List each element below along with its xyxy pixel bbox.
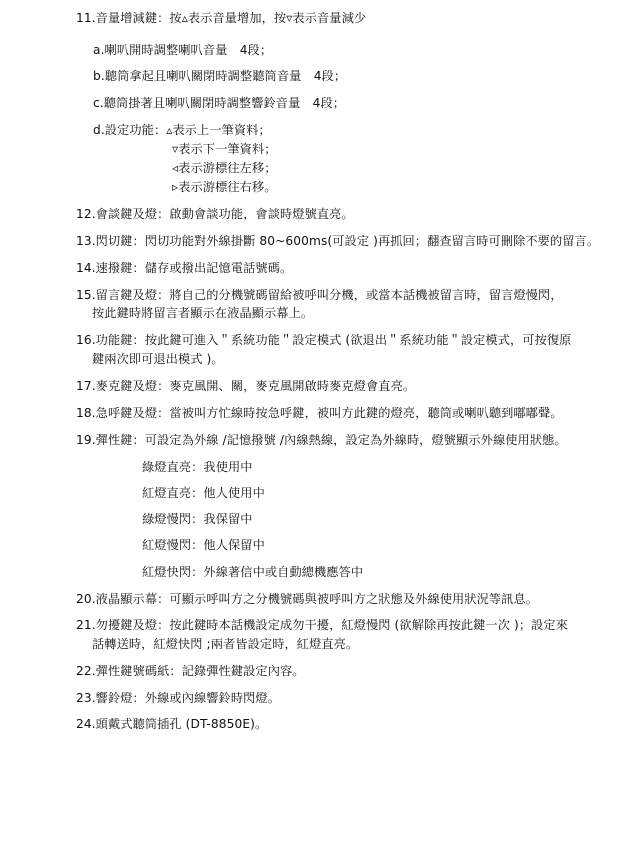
item-11-sub-d-down: ▿表示下一筆資料； bbox=[172, 142, 277, 156]
item-14-speed-dial-key: 14.速撥鍵：儲存或撥出記憶電話號碼。 bbox=[76, 261, 293, 275]
item-11-sub-d-left: ◃表示游標往左移； bbox=[172, 161, 277, 175]
item-19-state-red-slow: 紅燈慢閃：他人保留中 bbox=[142, 538, 265, 552]
item-19-state-red-steady: 紅燈直亮：他人使用中 bbox=[142, 486, 265, 500]
item-11-sub-d: d.設定功能：▵表示上一筆資料； bbox=[93, 123, 271, 137]
item-11-sub-d-right: ▹表示游標往右移。 bbox=[172, 180, 277, 194]
item-21-dnd-key-line1: 21.勿擾鍵及燈：按此鍵時本話機設定成勿干擾，紅燈慢閃 (欲解除再按此鍵一次 )；設定來 bbox=[76, 618, 568, 632]
item-24-headset-jack: 24.頭戴式聽筒插孔 (DT-8850E)。 bbox=[76, 717, 268, 731]
item-15-message-key-line2: 按此鍵時將留言者顯示在液晶顯示幕上。 bbox=[92, 306, 314, 320]
item-11-sub-c: c.聽筒掛著且喇叭關閉時調整響鈴音量 4段； bbox=[93, 96, 346, 110]
item-19-state-green-steady: 綠燈直亮：我使用中 bbox=[142, 460, 253, 474]
item-11-sub-a: a.喇叭開時調整喇叭音量 4段； bbox=[93, 43, 273, 57]
item-15-message-key-line1: 15.留言鍵及燈：將自己的分機號碼留給被呼叫分機，或當本話機被留言時，留言燈慢閃， bbox=[76, 288, 563, 302]
item-18-urgent-call-key: 18.急呼鍵及燈：當被叫方忙線時按急呼鍵，被叫方此鍵的燈亮，聽筒或喇叭聽到嘟嘟聲。 bbox=[76, 406, 563, 420]
item-23-ring-lamp: 23.響鈴燈：外線或內線響鈴時閃燈。 bbox=[76, 691, 280, 705]
item-21-dnd-key-line2: 話轉送時，紅燈快閃 ;兩者皆設定時，紅燈直亮。 bbox=[92, 637, 359, 651]
item-19-state-red-fast: 紅燈快閃：外線著信中或自動總機應答中 bbox=[142, 565, 364, 579]
item-13-flash-key: 13.閃切鍵：閃切功能對外線掛斷 80~600ms(可設定 )再抓回；翻查留言時可刪除不要的留言。 bbox=[76, 234, 600, 248]
item-11-sub-b: b.聽筒拿起且喇叭關閉時調整聽筒音量 4段； bbox=[93, 69, 347, 83]
item-22-label-card: 22.彈性鍵號碼紙：記錄彈性鍵設定內容。 bbox=[76, 664, 305, 678]
item-19-flexible-key: 19.彈性鍵：可設定為外線 /記憶撥號 /內線熱線，設定為外線時，燈號顯示外線使用狀態。 bbox=[76, 433, 567, 447]
item-19-state-green-slow: 綠燈慢閃：我保留中 bbox=[142, 512, 253, 526]
item-16-function-key-line1: 16.功能鍵：按此鍵可進入＂系統功能＂設定模式 (欲退出＂系統功能＂設定模式，可按復原 bbox=[76, 333, 572, 347]
item-11-volume-keys: 11.音量增減鍵：按▵表示音量增加，按▿表示音量減少 bbox=[76, 11, 367, 25]
item-20-lcd-display: 20.液晶顯示幕：可顯示呼叫方之分機號碼與被呼叫方之狀態及外線使用狀況等訊息。 bbox=[76, 592, 539, 606]
item-16-function-key-line2: 鍵兩次即可退出模式 )。 bbox=[92, 352, 224, 366]
item-12-conference-key: 12.會談鍵及燈：啟動會談功能，會談時燈號直亮。 bbox=[76, 207, 354, 221]
item-17-mic-key: 17.麥克鍵及燈：麥克風開、關，麥克風開啟時麥克燈會直亮。 bbox=[76, 379, 416, 393]
